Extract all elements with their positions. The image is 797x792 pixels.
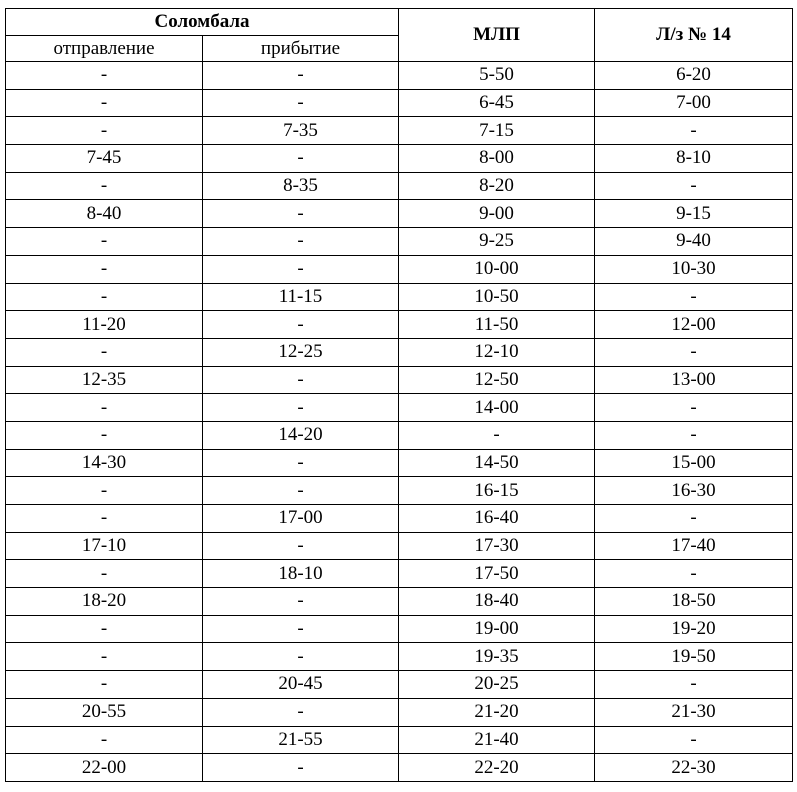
departure-cell: -	[6, 560, 203, 588]
lz14-cell: 18-50	[595, 588, 793, 616]
mlp-cell: 16-15	[399, 477, 595, 505]
table-row	[6, 172, 793, 200]
lz14-cell: 12-00	[595, 311, 793, 339]
departure-cell: -	[6, 62, 203, 90]
departure-cell: -	[6, 671, 203, 699]
mlp-cell: 19-35	[399, 643, 595, 671]
lz14-cell: -	[595, 421, 793, 449]
table-row	[6, 449, 793, 477]
table-row	[6, 200, 793, 228]
lz14-cell: 17-40	[595, 532, 793, 560]
lz14-cell: 7-00	[595, 89, 793, 117]
lz14-cell: 8-10	[595, 145, 793, 173]
mlp-cell: 22-20	[399, 754, 595, 782]
arrival-cell: -	[203, 615, 399, 643]
mlp-cell: 21-20	[399, 698, 595, 726]
departure-cell: -	[6, 477, 203, 505]
mlp-cell: 14-50	[399, 449, 595, 477]
departure-cell: 17-10	[6, 532, 203, 560]
arrival-cell: -	[203, 311, 399, 339]
arrival-cell: 18-10	[203, 560, 399, 588]
lz14-cell: -	[595, 671, 793, 699]
table-row	[6, 754, 793, 782]
lz14-cell: 13-00	[595, 366, 793, 394]
mlp-cell: 10-00	[399, 255, 595, 283]
table-row	[6, 643, 793, 671]
lz14-cell: 16-30	[595, 477, 793, 505]
table-row	[6, 671, 793, 699]
table-row	[6, 532, 793, 560]
mlp-cell: 19-00	[399, 615, 595, 643]
departure-cell: -	[6, 283, 203, 311]
arrival-cell: -	[203, 366, 399, 394]
mlp-cell: 8-20	[399, 172, 595, 200]
mlp-cell: 17-50	[399, 560, 595, 588]
table-row	[6, 588, 793, 616]
mlp-cell: -	[399, 421, 595, 449]
arrival-cell: 21-55	[203, 726, 399, 754]
departure-cell: -	[6, 228, 203, 256]
table-row	[6, 338, 793, 366]
lz14-cell: -	[595, 505, 793, 533]
mlp-cell: 16-40	[399, 505, 595, 533]
mlp-cell: 7-15	[399, 117, 595, 145]
arrival-cell: -	[203, 698, 399, 726]
arrival-cell: -	[203, 532, 399, 560]
mlp-cell: 14-00	[399, 394, 595, 422]
header-arrival: прибытие	[203, 36, 399, 62]
table-row	[6, 89, 793, 117]
table-row	[6, 311, 793, 339]
departure-cell: 8-40	[6, 200, 203, 228]
table-row	[6, 117, 793, 145]
schedule-header	[6, 9, 793, 62]
mlp-cell: 12-10	[399, 338, 595, 366]
arrival-cell: -	[203, 255, 399, 283]
departure-cell: -	[6, 338, 203, 366]
mlp-cell: 20-25	[399, 671, 595, 699]
arrival-cell: -	[203, 145, 399, 173]
lz14-cell: -	[595, 338, 793, 366]
table-row	[6, 698, 793, 726]
table-row	[6, 62, 793, 90]
departure-cell: -	[6, 89, 203, 117]
lz14-cell: 6-20	[595, 62, 793, 90]
arrival-cell: 8-35	[203, 172, 399, 200]
lz14-cell: 19-20	[595, 615, 793, 643]
arrival-cell: 11-15	[203, 283, 399, 311]
table-row	[6, 726, 793, 754]
mlp-cell: 18-40	[399, 588, 595, 616]
mlp-cell: 5-50	[399, 62, 595, 90]
arrival-cell: -	[203, 754, 399, 782]
lz14-cell: 9-40	[595, 228, 793, 256]
mlp-cell: 11-50	[399, 311, 595, 339]
lz14-cell: 15-00	[595, 449, 793, 477]
lz14-cell: -	[595, 283, 793, 311]
departure-cell: -	[6, 643, 203, 671]
lz14-cell: -	[595, 172, 793, 200]
lz14-cell: -	[595, 560, 793, 588]
lz14-cell: 9-15	[595, 200, 793, 228]
mlp-cell: 9-00	[399, 200, 595, 228]
arrival-cell: 20-45	[203, 671, 399, 699]
table-row	[6, 560, 793, 588]
table-row	[6, 228, 793, 256]
header-mlp: МЛП	[399, 9, 595, 62]
table-row	[6, 615, 793, 643]
lz14-cell: 10-30	[595, 255, 793, 283]
arrival-cell: -	[203, 449, 399, 477]
arrival-cell: -	[203, 643, 399, 671]
mlp-cell: 10-50	[399, 283, 595, 311]
departure-cell: 22-00	[6, 754, 203, 782]
table-row	[6, 366, 793, 394]
departure-cell: -	[6, 726, 203, 754]
table-row	[6, 505, 793, 533]
mlp-cell: 8-00	[399, 145, 595, 173]
mlp-cell: 17-30	[399, 532, 595, 560]
departure-cell: -	[6, 505, 203, 533]
arrival-cell: 14-20	[203, 421, 399, 449]
lz14-cell: -	[595, 394, 793, 422]
departure-cell: 14-30	[6, 449, 203, 477]
arrival-cell: -	[203, 62, 399, 90]
departure-cell: -	[6, 255, 203, 283]
arrival-cell: 7-35	[203, 117, 399, 145]
header-solombala: Соломбала	[6, 9, 399, 36]
departure-cell: -	[6, 394, 203, 422]
header-departure: отправление	[6, 36, 203, 62]
table-row	[6, 421, 793, 449]
table-row	[6, 477, 793, 505]
lz14-cell: -	[595, 726, 793, 754]
departure-cell: 18-20	[6, 588, 203, 616]
lz14-cell: 22-30	[595, 754, 793, 782]
arrival-cell: -	[203, 200, 399, 228]
lz14-cell: 19-50	[595, 643, 793, 671]
departure-cell: -	[6, 615, 203, 643]
departure-cell: 7-45	[6, 145, 203, 173]
table-row	[6, 394, 793, 422]
departure-cell: -	[6, 172, 203, 200]
departure-cell: -	[6, 117, 203, 145]
table-row	[6, 255, 793, 283]
schedule-table	[5, 8, 793, 782]
arrival-cell: -	[203, 588, 399, 616]
departure-cell: 20-55	[6, 698, 203, 726]
departure-cell: -	[6, 421, 203, 449]
arrival-cell: -	[203, 394, 399, 422]
arrival-cell: 12-25	[203, 338, 399, 366]
mlp-cell: 9-25	[399, 228, 595, 256]
lz14-cell: 21-30	[595, 698, 793, 726]
arrival-cell: -	[203, 228, 399, 256]
arrival-cell: -	[203, 477, 399, 505]
schedule-body	[6, 62, 793, 782]
table-row	[6, 145, 793, 173]
header-lz14: Л/з № 14	[595, 9, 793, 62]
arrival-cell: -	[203, 89, 399, 117]
mlp-cell: 6-45	[399, 89, 595, 117]
departure-cell: 12-35	[6, 366, 203, 394]
lz14-cell: -	[595, 117, 793, 145]
arrival-cell: 17-00	[203, 505, 399, 533]
table-row	[6, 283, 793, 311]
departure-cell: 11-20	[6, 311, 203, 339]
mlp-cell: 21-40	[399, 726, 595, 754]
mlp-cell: 12-50	[399, 366, 595, 394]
